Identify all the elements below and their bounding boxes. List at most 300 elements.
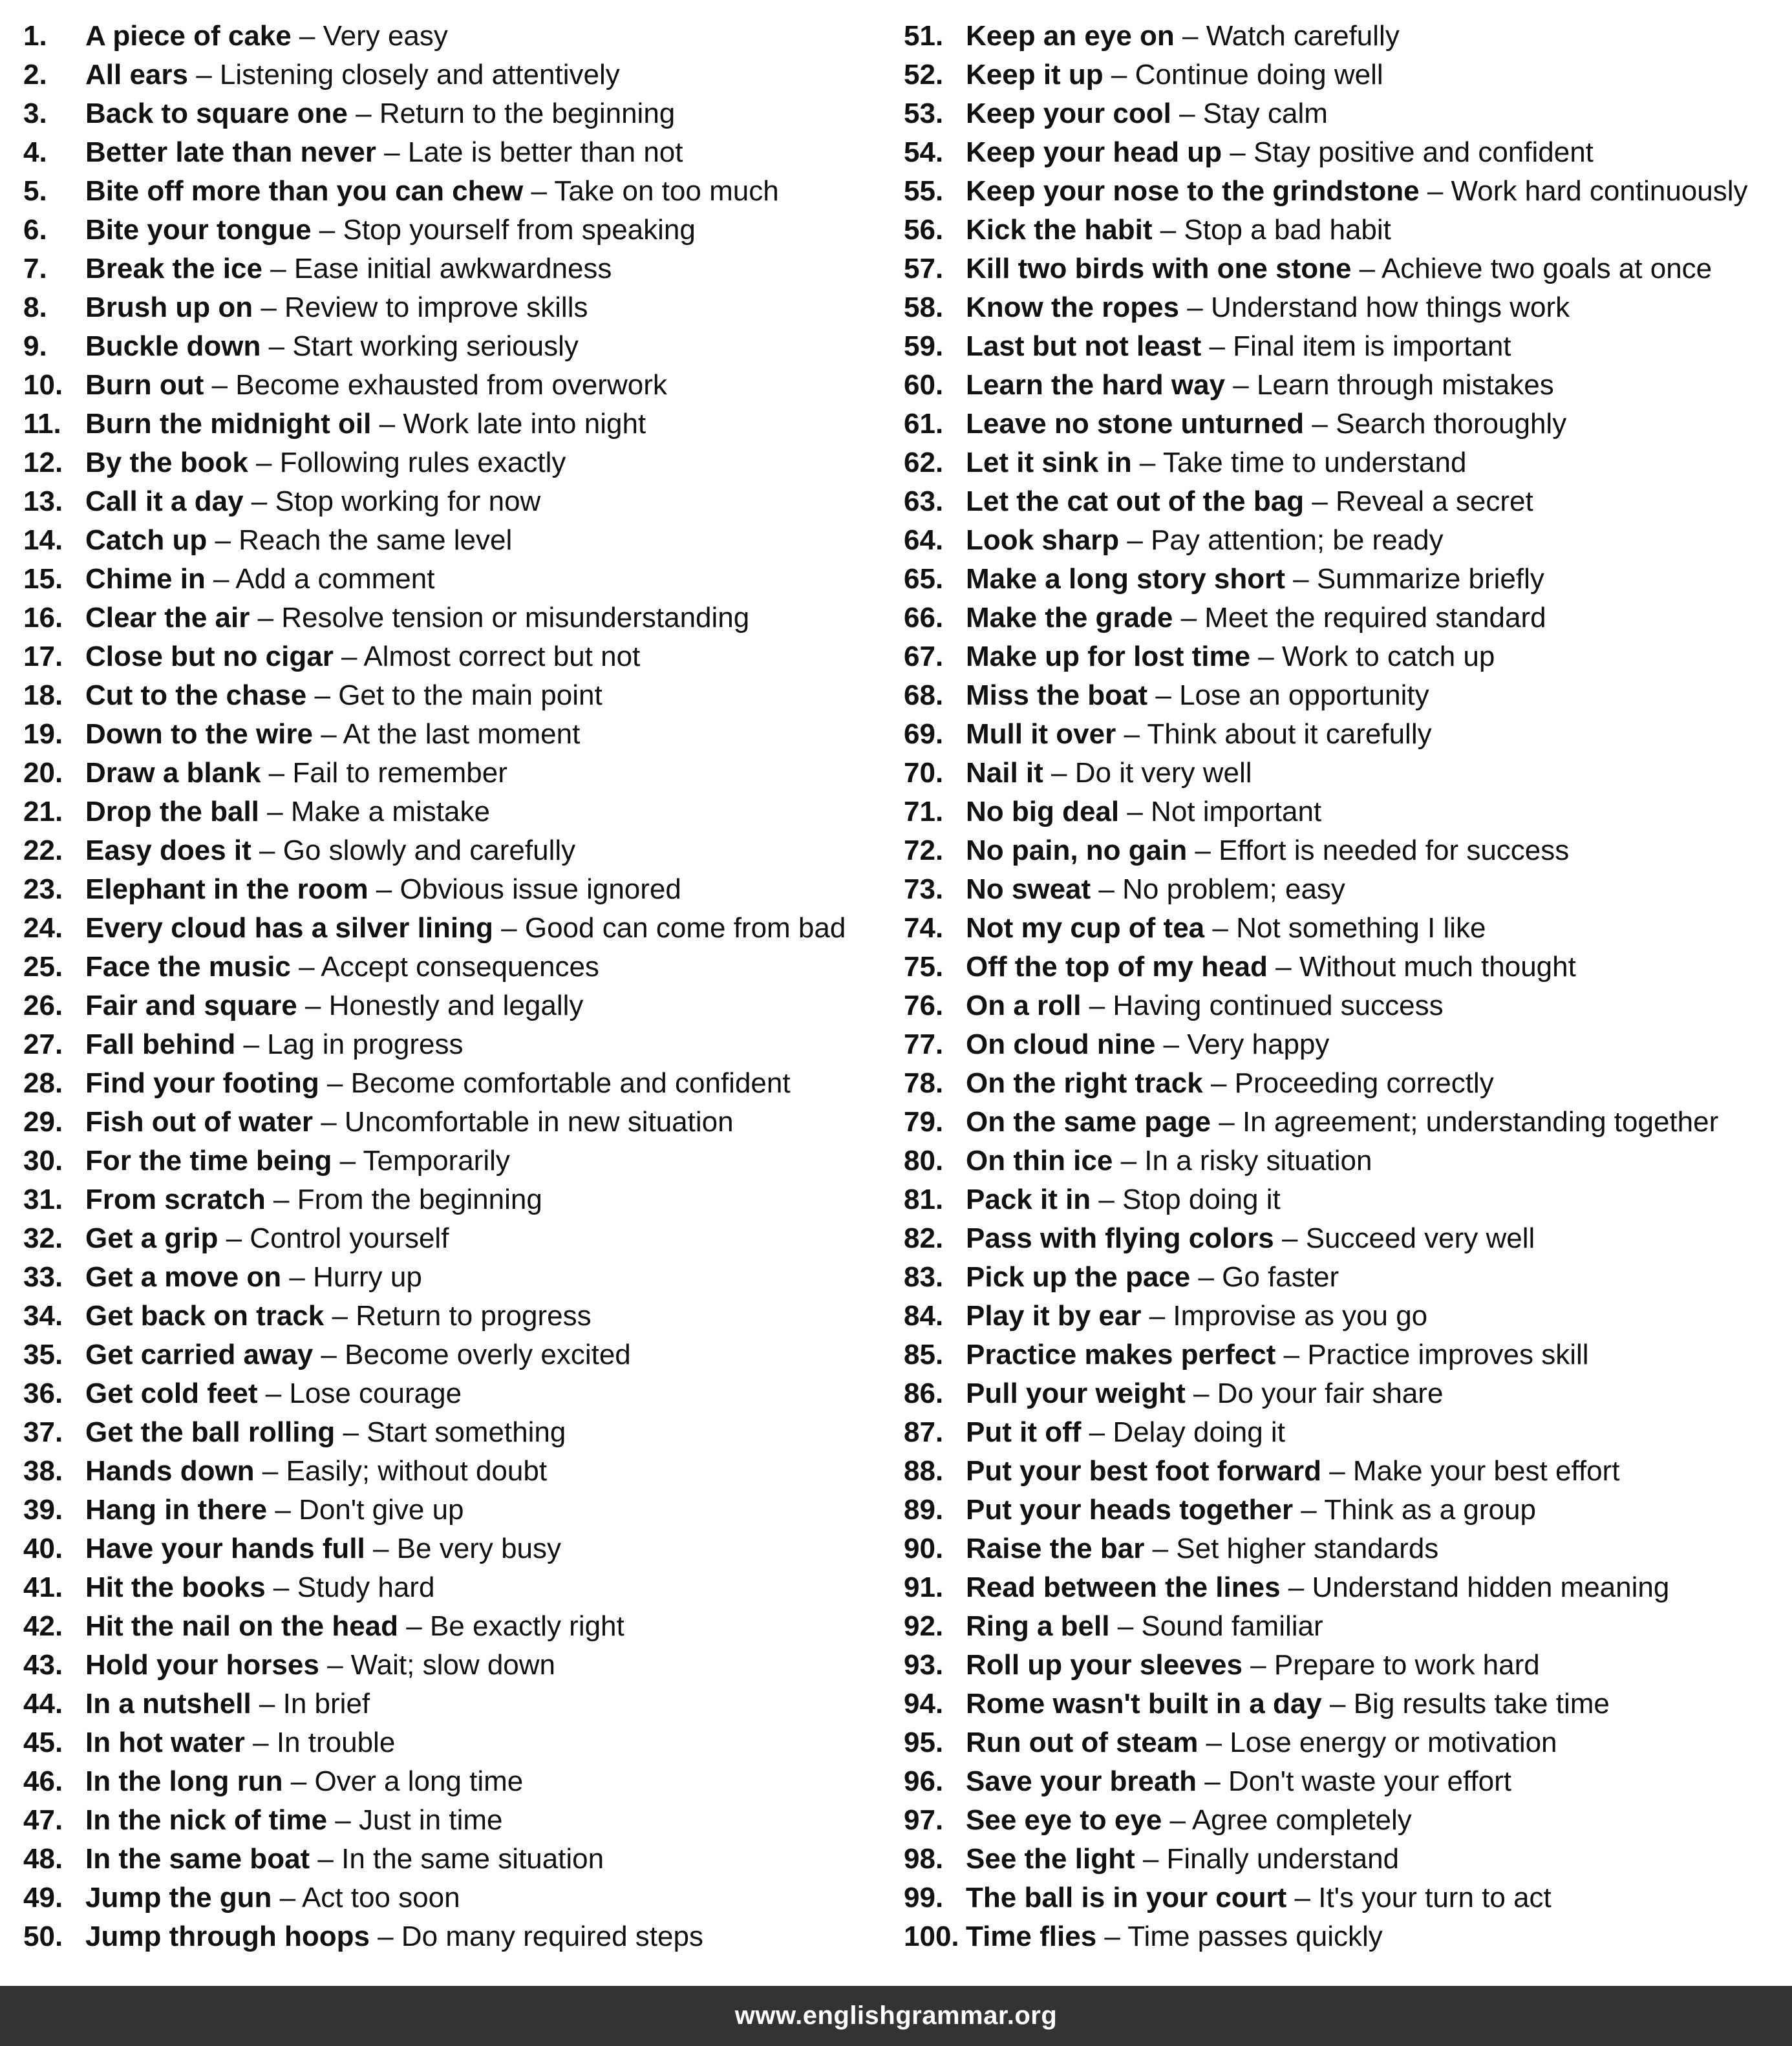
idiom-number: 25. <box>23 951 63 983</box>
idiom-phrase: Burn out <box>85 369 204 401</box>
idiom-phrase: All ears <box>85 59 188 91</box>
idiom-separator: – <box>267 1494 299 1526</box>
idiom-item <box>23 1568 883 1607</box>
idiom-item <box>23 793 883 831</box>
idiom-definition: Continue doing well <box>1135 59 1383 91</box>
idiom-number: 94. <box>904 1688 944 1720</box>
idiom-definition: Get to the main point <box>338 679 603 711</box>
idiom-definition: Having continued success <box>1113 990 1444 1021</box>
idiom-separator: – <box>207 524 239 556</box>
idiom-number: 51. <box>904 20 944 52</box>
idiom-number: 63. <box>904 485 944 517</box>
idiom-number: 62. <box>904 447 944 478</box>
idiom-phrase: Back to square one <box>85 98 348 129</box>
idiom-item <box>904 443 1783 482</box>
idiom-number: 23. <box>23 873 63 905</box>
idiom-separator: – <box>1155 1028 1188 1060</box>
idiom-phrase: Keep it up <box>966 59 1104 91</box>
idiom-item <box>23 1607 883 1646</box>
idiom-item <box>23 521 883 560</box>
idiom-item <box>23 1917 883 1956</box>
idiom-separator: – <box>1190 1261 1222 1293</box>
idiom-item <box>23 986 883 1025</box>
idiom-number: 82. <box>904 1222 944 1254</box>
idiom-item <box>904 405 1783 443</box>
idiom-definition: Summarize briefly <box>1316 563 1544 595</box>
idiom-phrase: Read between the lines <box>966 1572 1281 1603</box>
idiom-definition: Effort is needed for success <box>1219 835 1570 866</box>
idiom-phrase: Kill two birds with one stone <box>966 253 1352 284</box>
idiom-item <box>904 1491 1783 1529</box>
idiom-separator: – <box>265 1184 297 1215</box>
idiom-item <box>23 599 883 637</box>
idiom-separator: – <box>187 59 220 91</box>
idiom-definition: Succeed very well <box>1305 1222 1535 1254</box>
idiom-separator: – <box>1081 990 1113 1021</box>
idiom-item <box>23 560 883 599</box>
idiom-phrase: Close but no cigar <box>85 641 334 672</box>
idiom-definition: Don't give up <box>299 1494 464 1526</box>
idiom-item <box>23 250 883 288</box>
idiom-phrase: Let it sink in <box>966 447 1132 478</box>
idiom-separator: – <box>205 563 236 595</box>
idiom-separator: – <box>290 951 321 983</box>
idiom-number: 61. <box>904 408 944 440</box>
idiom-item <box>23 133 883 172</box>
idiom-number: 73. <box>904 873 944 905</box>
idiom-separator: – <box>1171 98 1203 129</box>
idiom-item <box>23 1258 883 1297</box>
idiom-phrase: Get back on track <box>85 1300 325 1332</box>
idiom-item <box>23 1374 883 1413</box>
idiom-definition: Late is better than not <box>407 136 683 168</box>
idiom-phrase: Jump through hoops <box>85 1921 370 1952</box>
idiom-definition: Be exactly right <box>429 1610 624 1642</box>
idiom-separator: – <box>1222 136 1253 168</box>
idiom-phrase: Get cold feet <box>85 1378 258 1409</box>
idiom-separator: – <box>254 1455 286 1487</box>
idiom-definition: Practice improves skill <box>1307 1339 1589 1370</box>
idiom-number: 13. <box>23 485 63 517</box>
idiom-definition: Listening closely and attentively <box>219 59 620 91</box>
idiom-definition: Very easy <box>323 20 448 52</box>
idiom-separator: – <box>1081 1416 1113 1448</box>
idiom-separator: – <box>319 1067 351 1099</box>
idiom-column-right <box>904 17 1783 1956</box>
idiom-number: 16. <box>23 602 63 634</box>
idiom-definition: Stay calm <box>1202 98 1328 129</box>
idiom-phrase: On the right track <box>966 1067 1203 1099</box>
idiom-separator: – <box>369 1921 401 1952</box>
idiom-definition: Study hard <box>297 1572 435 1603</box>
idiom-item <box>23 1801 883 1840</box>
idiom-phrase: Fair and square <box>85 990 297 1021</box>
idiom-number: 68. <box>904 679 944 711</box>
idiom-phrase: Brush up on <box>85 292 253 323</box>
idiom-phrase: Put your best foot forward <box>966 1455 1321 1487</box>
idiom-definition: Do it very well <box>1074 757 1252 789</box>
idiom-definition: Become overly excited <box>345 1339 631 1370</box>
idiom-phrase: Leave no stone unturned <box>966 408 1305 440</box>
idiom-item <box>23 1452 883 1491</box>
idiom-phrase: Kick the habit <box>966 214 1153 246</box>
idiom-separator: – <box>1286 1882 1319 1913</box>
idiom-definition: In agreement; understanding together <box>1242 1106 1719 1138</box>
idiom-number: 58. <box>904 292 944 323</box>
idiom-number: 57. <box>904 253 944 284</box>
idiom-item <box>23 1064 883 1103</box>
idiom-definition: Stop yourself from speaking <box>343 214 696 246</box>
idiom-definition: Sound familiar <box>1141 1610 1323 1642</box>
idiom-number: 45. <box>23 1727 63 1758</box>
idiom-separator: – <box>291 20 323 52</box>
idiom-number: 14. <box>23 524 63 556</box>
idiom-item <box>904 909 1783 948</box>
idiom-definition: Over a long time <box>314 1765 524 1797</box>
idiom-phrase: Pick up the pace <box>966 1261 1191 1293</box>
idiom-definition: Go slowly and carefully <box>283 835 576 866</box>
idiom-definition: It's your turn to act <box>1318 1882 1552 1913</box>
idiom-separator: – <box>1202 1067 1235 1099</box>
idiom-item <box>904 676 1783 715</box>
idiom-number: 17. <box>23 641 63 672</box>
idiom-item <box>23 754 883 793</box>
idiom-number: 98. <box>904 1843 944 1875</box>
idiom-phrase: Hands down <box>85 1455 255 1487</box>
idiom-number: 71. <box>904 796 944 827</box>
idiom-item <box>904 1568 1783 1607</box>
idiom-phrase: Let the cat out of the bag <box>966 485 1305 517</box>
idiom-definition: Search thoroughly <box>1336 408 1567 440</box>
idiom-phrase: Elephant in the room <box>85 873 368 905</box>
idiom-separator: – <box>1131 447 1163 478</box>
idiom-separator: – <box>327 1804 359 1836</box>
idiom-phrase: Put your heads together <box>966 1494 1294 1526</box>
idiom-separator: – <box>398 1610 430 1642</box>
idiom-item <box>904 211 1783 250</box>
idiom-number: 69. <box>904 718 944 750</box>
idiom-definition: Agree completely <box>1191 1804 1412 1836</box>
idiom-definition: Prepare to work hard <box>1274 1649 1540 1681</box>
idiom-definition: Finally understand <box>1166 1843 1400 1875</box>
idiom-item <box>904 1180 1783 1219</box>
idiom-item <box>904 17 1783 56</box>
idiom-definition: Not important <box>1151 796 1322 827</box>
idiom-phrase: Keep an eye on <box>966 20 1175 52</box>
idiom-separator: – <box>1185 1378 1217 1409</box>
idiom-number: 28. <box>23 1067 63 1099</box>
idiom-separator: – <box>333 641 364 672</box>
idiom-separator: – <box>1275 1339 1308 1370</box>
idiom-definition: Improvise as you go <box>1173 1300 1428 1332</box>
idiom-number: 19. <box>23 718 63 750</box>
idiom-phrase: Get the ball rolling <box>85 1416 336 1448</box>
idiom-definition: Reveal a secret <box>1336 485 1533 517</box>
idiom-separator: – <box>1173 602 1205 634</box>
idiom-definition: Do many required steps <box>401 1921 703 1952</box>
idiom-phrase: Get a move on <box>85 1261 282 1293</box>
idiom-phrase: Put it off <box>966 1416 1082 1448</box>
idiom-number: 89. <box>904 1494 944 1526</box>
idiom-separator: – <box>261 757 293 789</box>
idiom-definition: Big results take time <box>1353 1688 1610 1720</box>
idiom-separator: – <box>1274 1222 1306 1254</box>
idiom-separator: – <box>235 1028 268 1060</box>
idiom-number: 4. <box>23 136 47 168</box>
idiom-separator: – <box>250 602 282 634</box>
idiom-separator: – <box>1197 1765 1228 1797</box>
idiom-separator: – <box>1144 1533 1177 1564</box>
idiom-number: 92. <box>904 1610 944 1642</box>
idiom-phrase: Hit the nail on the head <box>85 1610 399 1642</box>
idiom-item <box>904 754 1783 793</box>
idiom-separator: – <box>1204 912 1237 944</box>
idiom-separator: – <box>1096 1921 1128 1952</box>
idiom-item <box>904 793 1783 831</box>
idiom-separator: – <box>1103 59 1135 91</box>
idiom-number: 31. <box>23 1184 63 1215</box>
idiom-item <box>23 211 883 250</box>
idiom-phrase: Chime in <box>85 563 206 595</box>
idiom-item <box>904 366 1783 405</box>
idiom-definition: Start something <box>367 1416 566 1448</box>
idiom-item <box>23 1025 883 1064</box>
idiom-separator: – <box>365 1533 397 1564</box>
idiom-item <box>23 637 883 676</box>
idiom-number: 88. <box>904 1455 944 1487</box>
idiom-number: 32. <box>23 1222 63 1254</box>
idiom-phrase: Fish out of water <box>85 1106 313 1138</box>
idiom-definition: Return to progress <box>356 1300 592 1332</box>
idiom-item <box>23 1840 883 1879</box>
idiom-definition: Just in time <box>358 1804 503 1836</box>
idiom-item <box>904 560 1783 599</box>
idiom-definition: At the last moment <box>343 718 581 750</box>
idiom-item <box>23 715 883 754</box>
idiom-number: 91. <box>904 1572 944 1603</box>
idiom-phrase: Down to the wire <box>85 718 313 750</box>
idiom-item <box>23 405 883 443</box>
idiom-item <box>23 172 883 211</box>
idiom-definition: Work hard continuously <box>1451 175 1748 207</box>
idiom-separator: – <box>218 1222 250 1254</box>
idiom-definition: Achieve two goals at once <box>1381 253 1712 284</box>
idiom-separator: – <box>313 1106 345 1138</box>
idiom-item <box>904 831 1783 870</box>
idiom-separator: – <box>248 447 280 478</box>
idiom-item <box>904 1723 1783 1762</box>
idiom-separator: – <box>244 1727 277 1758</box>
idiom-separator: – <box>204 369 236 401</box>
idiom-separator: – <box>297 990 329 1021</box>
idiom-number: 9. <box>23 330 47 362</box>
idiom-phrase: Miss the boat <box>966 679 1148 711</box>
idiom-phrase: Catch up <box>85 524 208 556</box>
idiom-number: 53. <box>904 98 944 129</box>
idiom-separator: – <box>1091 1184 1123 1215</box>
idiom-definition: Easily; without doubt <box>286 1455 548 1487</box>
idiom-phrase: Pack it in <box>966 1184 1091 1215</box>
idiom-item <box>904 1452 1783 1491</box>
idiom-item <box>904 1917 1783 1956</box>
idiom-phrase: A piece of cake <box>85 20 292 52</box>
idiom-separator: – <box>1174 20 1206 52</box>
idiom-item <box>904 172 1783 211</box>
idiom-number: 70. <box>904 757 944 789</box>
idiom-definition: Stop working for now <box>275 485 541 517</box>
idiom-definition: In trouble <box>276 1727 396 1758</box>
idiom-separator: – <box>376 136 408 168</box>
idiom-item <box>23 1491 883 1529</box>
idiom-definition: Work to catch up <box>1282 641 1495 672</box>
idiom-item <box>904 1646 1783 1685</box>
idiom-phrase: Easy does it <box>85 835 251 866</box>
idiom-separator: – <box>335 1416 367 1448</box>
idiom-phrase: Not my cup of tea <box>966 912 1205 944</box>
idiom-phrase: Pull your weight <box>966 1378 1186 1409</box>
idiom-separator: – <box>1116 718 1147 750</box>
footer-website-url: www.englishgrammar.org <box>734 2001 1058 2030</box>
idiom-definition: Reach the same level <box>239 524 513 556</box>
idiom-item <box>904 1607 1783 1646</box>
idiom-phrase: Last but not least <box>966 330 1202 362</box>
idiom-item <box>23 909 883 948</box>
idiom-definition: Following rules exactly <box>279 447 566 478</box>
idiom-phrase: No big deal <box>966 796 1120 827</box>
idiom-number: 6. <box>23 214 47 246</box>
idiom-definition: Understand how things work <box>1210 292 1570 323</box>
idiom-separator: – <box>332 1145 363 1177</box>
idiom-definition: Think as a group <box>1324 1494 1536 1526</box>
idiom-definition: Don't waste your effort <box>1228 1765 1511 1797</box>
idiom-item <box>904 1025 1783 1064</box>
idiom-definition: Control yourself <box>250 1222 449 1254</box>
idiom-number: 15. <box>23 563 63 595</box>
idiom-number: 96. <box>904 1765 944 1797</box>
idiom-phrase: Run out of steam <box>966 1727 1199 1758</box>
idiom-item <box>23 870 883 909</box>
idiom-number: 99. <box>904 1882 944 1913</box>
idiom-phrase: Make up for lost time <box>966 641 1251 672</box>
idiom-separator: – <box>1179 292 1211 323</box>
idiom-item <box>904 1801 1783 1840</box>
idiom-definition: Lose courage <box>289 1378 462 1409</box>
idiom-item <box>904 1762 1783 1801</box>
idiom-phrase: Better late than never <box>85 136 376 168</box>
idiom-definition: Review to improve skills <box>284 292 588 323</box>
idiom-phrase: On thin ice <box>966 1145 1113 1177</box>
idiom-number: 42. <box>23 1610 63 1642</box>
idiom-item <box>23 1762 883 1801</box>
idiom-number: 38. <box>23 1455 63 1487</box>
idiom-phrase: Every cloud has a silver lining <box>85 912 493 944</box>
idiom-phrase: Fall behind <box>85 1028 236 1060</box>
idiom-phrase: From scratch <box>85 1184 266 1215</box>
idiom-item <box>23 1180 883 1219</box>
idiom-number: 85. <box>904 1339 944 1370</box>
idiom-phrase: For the time being <box>85 1145 332 1177</box>
idiom-definition: Fail to remember <box>292 757 507 789</box>
idiom-phrase: Break the ice <box>85 253 262 284</box>
idiom-phrase: Rome wasn't built in a day <box>966 1688 1322 1720</box>
idiom-number: 11. <box>23 408 61 440</box>
idiom-phrase: Roll up your sleeves <box>966 1649 1243 1681</box>
idiom-number: 3. <box>23 98 47 129</box>
idiom-definition: Time passes quickly <box>1127 1921 1383 1952</box>
idiom-item <box>23 443 883 482</box>
idiom-separator: – <box>1304 485 1336 517</box>
idiom-definition: Add a comment <box>235 563 435 595</box>
idiom-separator: – <box>243 485 275 517</box>
idiom-item <box>23 831 883 870</box>
idiom-number: 48. <box>23 1843 63 1875</box>
idiom-phrase: Nail it <box>966 757 1043 789</box>
idiom-definition: Become comfortable and confident <box>350 1067 791 1099</box>
idiom-definition: Set higher standards <box>1176 1533 1439 1564</box>
idiom-definition: Make a mistake <box>290 796 490 827</box>
idiom-phrase: Burn the midnight oil <box>85 408 372 440</box>
idiom-phrase: Get carried away <box>85 1339 314 1370</box>
idiom-definition: Wait; slow down <box>350 1649 556 1681</box>
idiom-number: 20. <box>23 757 63 789</box>
idiom-number: 35. <box>23 1339 63 1370</box>
idiom-definition: Act too soon <box>301 1882 460 1913</box>
idiom-number: 66. <box>904 602 944 634</box>
idiom-separator: – <box>1242 1649 1274 1681</box>
idiom-separator: – <box>253 292 285 323</box>
idiom-phrase: Buckle down <box>85 330 261 362</box>
idiom-phrase: Bite off more than you can chew <box>85 175 524 207</box>
idiom-definition: Go faster <box>1222 1261 1339 1293</box>
idiom-phrase: Drop the ball <box>85 796 259 827</box>
idiom-number: 34. <box>23 1300 63 1332</box>
idiom-definition: Proceeding correctly <box>1234 1067 1494 1099</box>
idiom-item <box>904 1840 1783 1879</box>
idiom-item <box>904 288 1783 327</box>
idiom-phrase: Clear the air <box>85 602 250 634</box>
idiom-definition: Meet the required standard <box>1204 602 1546 634</box>
idiom-definition: Good can come from bad <box>524 912 846 944</box>
idiom-item <box>23 288 883 327</box>
idiom-phrase: In hot water <box>85 1727 245 1758</box>
idiom-separator: – <box>1225 369 1257 401</box>
idiom-number: 41. <box>23 1572 63 1603</box>
idiom-definition: Lose an opportunity <box>1179 679 1429 711</box>
idiom-definition: Start working seriously <box>292 330 579 362</box>
idiom-number: 36. <box>23 1378 63 1409</box>
idiom-item <box>904 1413 1783 1452</box>
idiom-phrase: Get a grip <box>85 1222 219 1254</box>
idiom-separator: – <box>283 1765 315 1797</box>
idiom-number: 26. <box>23 990 63 1021</box>
idiom-phrase: Bite your tongue <box>85 214 312 246</box>
idiom-number: 50. <box>23 1921 63 1952</box>
idiom-phrase: Look sharp <box>966 524 1120 556</box>
idiom-separator: – <box>1091 873 1123 905</box>
idiom-number: 30. <box>23 1145 63 1177</box>
idiom-item <box>904 94 1783 133</box>
idiom-item <box>23 17 883 56</box>
idiom-number: 7. <box>23 253 47 284</box>
idiom-item <box>904 521 1783 560</box>
idiom-separator: – <box>310 1843 342 1875</box>
idiom-number: 49. <box>23 1882 63 1913</box>
idiom-separator: – <box>493 912 525 944</box>
idiom-definition: Lose energy or motivation <box>1230 1727 1557 1758</box>
idiom-number: 86. <box>904 1378 944 1409</box>
idiom-number: 79. <box>904 1106 944 1138</box>
idiom-item <box>904 986 1783 1025</box>
